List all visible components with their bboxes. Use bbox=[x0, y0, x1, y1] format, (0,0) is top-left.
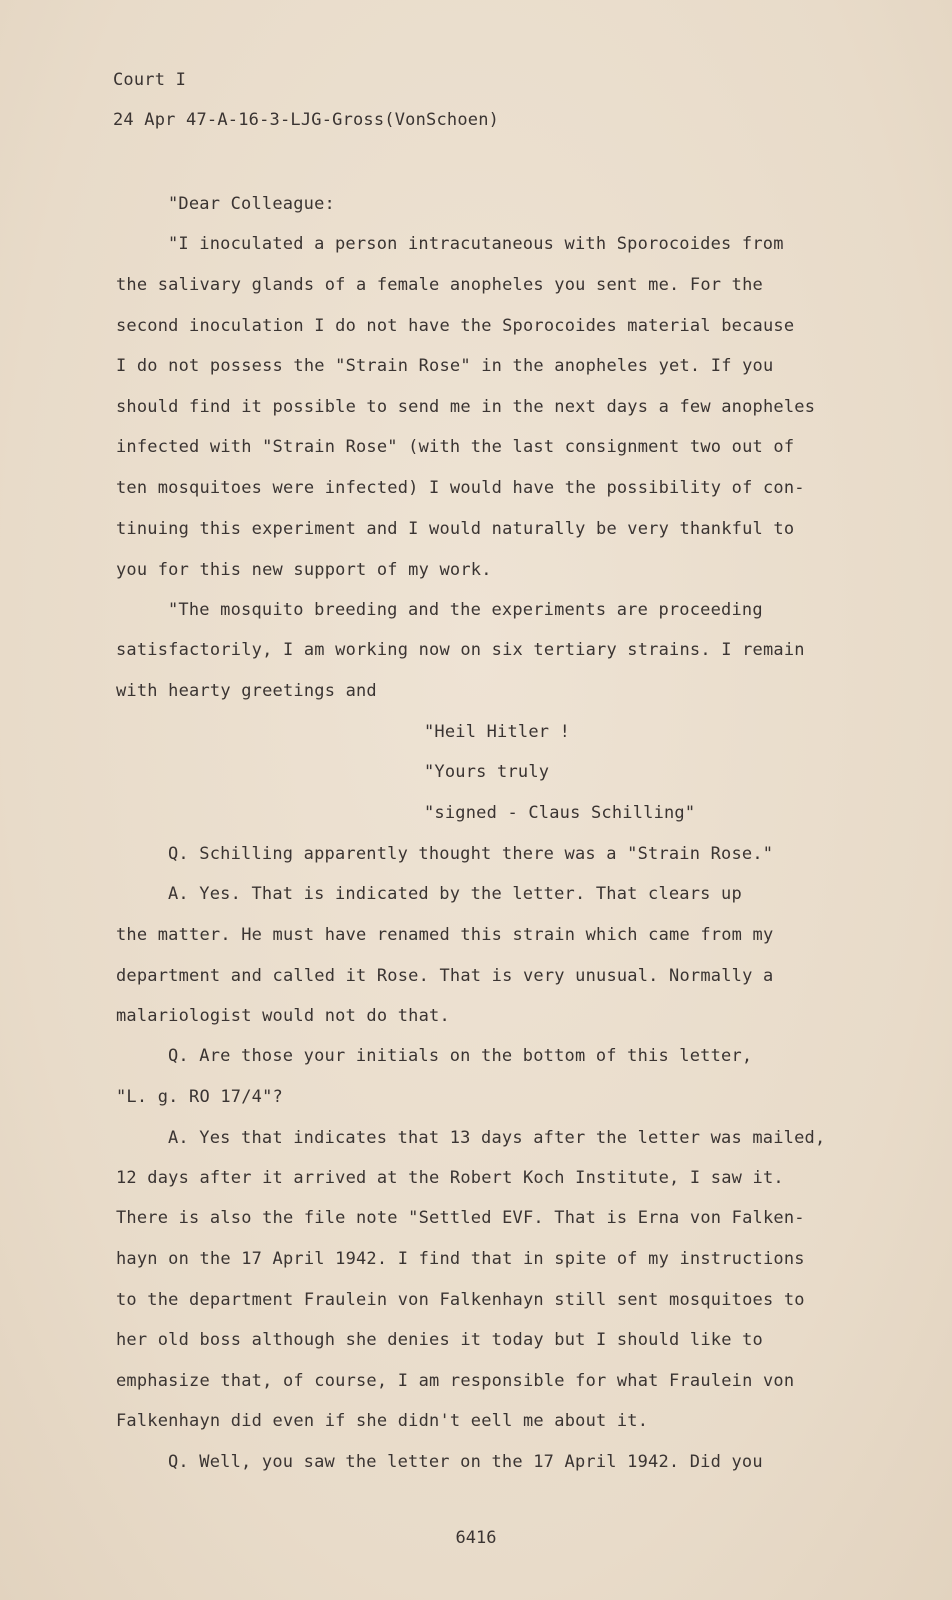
text-line: There is also the file note "Settled EVF. That is Erna von Falken- bbox=[116, 1208, 805, 1228]
text-line: 12 days after it arrived at the Robert Koch Institute, I saw it. bbox=[116, 1168, 784, 1188]
text-line: "The mosquito breeding and the experiments are proceeding bbox=[168, 600, 763, 620]
signature-line: "signed - Claus Schilling" bbox=[424, 803, 696, 823]
text-line: satisfactorily, I am working now on six tertiary strains. I remain bbox=[116, 640, 805, 660]
text-line: should find it possible to send me in the next days a few anopheles bbox=[116, 397, 816, 417]
text-line: emphasize that, of course, I am responsible for what Fraulein von bbox=[116, 1371, 795, 1391]
text-line: "L. g. RO 17/4"? bbox=[116, 1087, 283, 1107]
question-line: Q. Are those your initials on the bottom of this letter, bbox=[168, 1046, 753, 1066]
text-line: I do not possess the "Strain Rose" in the anopheles yet. If you bbox=[116, 356, 774, 376]
text-line: Falkenhayn did even if she didn't eell me about it. bbox=[116, 1411, 649, 1431]
reference-header: 24 Apr 47-A-16-3-LJG-Gross(VonSchoen) bbox=[113, 110, 500, 130]
text-line: her old boss although she denies it today but I should like to bbox=[116, 1330, 763, 1350]
text-line: with hearty greetings and bbox=[116, 681, 377, 701]
text-line: infected with "Strain Rose" (with the last consignment two out of bbox=[116, 437, 795, 457]
signature-line: "Heil Hitler ! bbox=[424, 722, 571, 742]
text-line: malariologist would not do that. bbox=[116, 1006, 450, 1026]
page-number: 6416 bbox=[455, 1528, 497, 1548]
text-line: the salivary glands of a female anopheles you sent me. For the bbox=[116, 275, 763, 295]
text-line: department and called it Rose. That is very unusual. Normally a bbox=[116, 966, 774, 986]
text-line: tinuing this experiment and I would naturally be very thankful to bbox=[116, 519, 795, 539]
text-line: ten mosquitoes were infected) I would have the possibility of con- bbox=[116, 478, 805, 498]
text-line: second inoculation I do not have the Sporocoides material because bbox=[116, 316, 795, 336]
text-line: the matter. He must have renamed this strain which came from my bbox=[116, 925, 774, 945]
answer-line: A. Yes. That is indicated by the letter. That clears up bbox=[168, 884, 742, 904]
question-line: Q. Schilling apparently thought there was a "Strain Rose." bbox=[168, 844, 774, 864]
question-line: Q. Well, you saw the letter on the 17 April 1942. Did you bbox=[168, 1452, 763, 1472]
salutation: "Dear Colleague: bbox=[168, 194, 335, 214]
text-line: hayn on the 17 April 1942. I find that in spite of my instructions bbox=[116, 1249, 805, 1269]
signature-line: "Yours truly bbox=[424, 762, 550, 782]
answer-line: A. Yes that indicates that 13 days after the letter was mailed, bbox=[168, 1128, 826, 1148]
text-line: "I inoculated a person intracutaneous with Sporocoides from bbox=[168, 234, 784, 254]
text-line: you for this new support of my work. bbox=[116, 560, 492, 580]
text-line: to the department Fraulein von Falkenhayn still sent mosquitoes to bbox=[116, 1290, 805, 1310]
court-header: Court I bbox=[113, 70, 187, 90]
